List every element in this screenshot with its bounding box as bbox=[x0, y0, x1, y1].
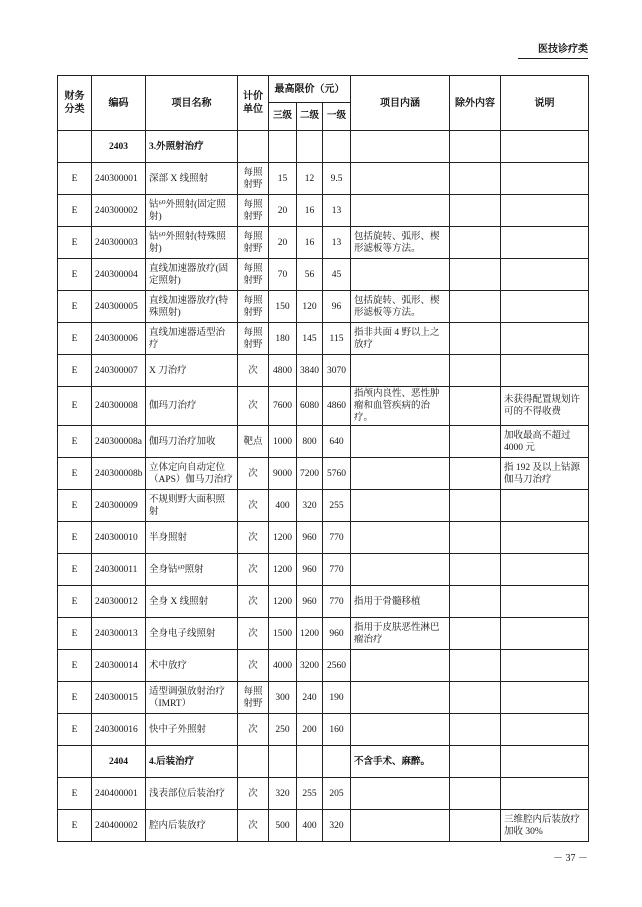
item-p2: 320 bbox=[297, 490, 323, 522]
item-name: 术中放疗 bbox=[146, 650, 238, 682]
item-unit: 次 bbox=[238, 355, 269, 387]
item-excluded bbox=[450, 682, 501, 714]
item-fin: E bbox=[58, 291, 92, 323]
table-header bbox=[58, 76, 589, 131]
item-content bbox=[351, 714, 450, 746]
item-code: 240300012 bbox=[92, 586, 146, 618]
table-row bbox=[58, 291, 589, 323]
item-p1: 160 bbox=[323, 714, 351, 746]
item-code: 240300009 bbox=[92, 490, 146, 522]
page-number: － 37 － bbox=[553, 853, 588, 864]
section-name: 4.后装治疗 bbox=[146, 746, 238, 778]
item-note bbox=[501, 163, 589, 195]
item-fin: E bbox=[58, 522, 92, 554]
section-excluded bbox=[450, 746, 501, 778]
item-note bbox=[501, 291, 589, 323]
item-unit: 次 bbox=[238, 778, 269, 810]
item-p3: 1000 bbox=[269, 426, 297, 458]
item-p2: 960 bbox=[297, 586, 323, 618]
item-unit: 每照射野 bbox=[238, 227, 269, 259]
item-code: 240300004 bbox=[92, 259, 146, 291]
item-name: 全身钴⁶⁰照射 bbox=[146, 554, 238, 586]
item-content bbox=[351, 810, 450, 842]
header-excluded: 除外内容 bbox=[450, 76, 501, 131]
item-p1: 2560 bbox=[323, 650, 351, 682]
item-content bbox=[351, 522, 450, 554]
item-excluded bbox=[450, 778, 501, 810]
item-p2: 12 bbox=[297, 163, 323, 195]
item-note bbox=[501, 323, 589, 355]
section-name: 3.外照射治疗 bbox=[146, 131, 238, 163]
item-p3: 320 bbox=[269, 778, 297, 810]
item-p3: 20 bbox=[269, 195, 297, 227]
item-p3: 150 bbox=[269, 291, 297, 323]
table-row bbox=[58, 650, 589, 682]
item-unit: 次 bbox=[238, 522, 269, 554]
item-fin: E bbox=[58, 682, 92, 714]
item-note bbox=[501, 618, 589, 650]
item-code: 240300008 bbox=[92, 387, 146, 426]
item-p2: 960 bbox=[297, 522, 323, 554]
item-p2: 120 bbox=[297, 291, 323, 323]
item-p3: 180 bbox=[269, 323, 297, 355]
item-p1: 255 bbox=[323, 490, 351, 522]
item-p2: 200 bbox=[297, 714, 323, 746]
table-row bbox=[58, 778, 589, 810]
item-note bbox=[501, 554, 589, 586]
item-code: 240300014 bbox=[92, 650, 146, 682]
item-name: 半身照射 bbox=[146, 522, 238, 554]
item-excluded bbox=[450, 554, 501, 586]
item-excluded bbox=[450, 323, 501, 355]
item-content: 指颅内良性、恶性肿瘤和血管疾病的治疗。 bbox=[351, 387, 450, 426]
item-excluded bbox=[450, 227, 501, 259]
item-fin: E bbox=[58, 458, 92, 490]
item-fin: E bbox=[58, 323, 92, 355]
item-p3: 20 bbox=[269, 227, 297, 259]
table-row bbox=[58, 163, 589, 195]
item-fin: E bbox=[58, 426, 92, 458]
item-excluded bbox=[450, 650, 501, 682]
table-row bbox=[58, 714, 589, 746]
item-name: 全身 X 线照射 bbox=[146, 586, 238, 618]
item-p1: 770 bbox=[323, 522, 351, 554]
header-unit: 计价单位 bbox=[238, 76, 269, 131]
section-fin bbox=[58, 746, 92, 778]
section-row bbox=[58, 131, 589, 163]
table-row bbox=[58, 426, 589, 458]
item-excluded bbox=[450, 426, 501, 458]
item-fin: E bbox=[58, 227, 92, 259]
item-p3: 70 bbox=[269, 259, 297, 291]
item-name: 直线加速器放疗(固定照射) bbox=[146, 259, 238, 291]
item-p1: 13 bbox=[323, 227, 351, 259]
item-p2: 145 bbox=[297, 323, 323, 355]
item-code: 240300005 bbox=[92, 291, 146, 323]
item-p2: 16 bbox=[297, 195, 323, 227]
item-content bbox=[351, 778, 450, 810]
item-excluded bbox=[450, 163, 501, 195]
item-p1: 13 bbox=[323, 195, 351, 227]
item-excluded bbox=[450, 355, 501, 387]
header-price: 最高限价（元） bbox=[269, 76, 351, 103]
table-row bbox=[58, 522, 589, 554]
page-header: 医技诊疗类 bbox=[518, 43, 588, 59]
item-excluded bbox=[450, 586, 501, 618]
item-note bbox=[501, 778, 589, 810]
item-p2: 800 bbox=[297, 426, 323, 458]
item-note bbox=[501, 355, 589, 387]
header-price-level3: 三级 bbox=[269, 103, 297, 131]
header-note: 说明 bbox=[501, 76, 589, 131]
item-code: 240300011 bbox=[92, 554, 146, 586]
item-p1: 770 bbox=[323, 554, 351, 586]
item-code: 240300010 bbox=[92, 522, 146, 554]
item-fin: E bbox=[58, 195, 92, 227]
item-content bbox=[351, 195, 450, 227]
item-unit: 次 bbox=[238, 490, 269, 522]
item-p2: 7200 bbox=[297, 458, 323, 490]
item-name: X 刀治疗 bbox=[146, 355, 238, 387]
item-unit: 次 bbox=[238, 650, 269, 682]
item-code: 240300015 bbox=[92, 682, 146, 714]
table-row bbox=[58, 618, 589, 650]
item-excluded bbox=[450, 810, 501, 842]
item-unit: 次 bbox=[238, 387, 269, 426]
section-code: 2404 bbox=[92, 746, 146, 778]
item-unit: 次 bbox=[238, 554, 269, 586]
item-code: 240300006 bbox=[92, 323, 146, 355]
item-code: 240300016 bbox=[92, 714, 146, 746]
item-p1: 4860 bbox=[323, 387, 351, 426]
item-p2: 960 bbox=[297, 554, 323, 586]
item-p2: 56 bbox=[297, 259, 323, 291]
item-p2: 3840 bbox=[297, 355, 323, 387]
item-p1: 770 bbox=[323, 586, 351, 618]
item-fin: E bbox=[58, 163, 92, 195]
item-fin: E bbox=[58, 554, 92, 586]
item-name: 全身电子线照射 bbox=[146, 618, 238, 650]
item-p1: 9.5 bbox=[323, 163, 351, 195]
item-p1: 190 bbox=[323, 682, 351, 714]
item-unit: 次 bbox=[238, 810, 269, 842]
item-p1: 115 bbox=[323, 323, 351, 355]
header-fin: 财务分类 bbox=[58, 76, 92, 131]
item-unit: 次 bbox=[238, 714, 269, 746]
item-content bbox=[351, 650, 450, 682]
item-excluded bbox=[450, 458, 501, 490]
item-unit: 次 bbox=[238, 458, 269, 490]
table-row bbox=[58, 195, 589, 227]
header-code: 编码 bbox=[92, 76, 146, 131]
item-note: 三维腔内后装放疗加收 30% bbox=[501, 810, 589, 842]
item-p3: 400 bbox=[269, 490, 297, 522]
item-code: 240400001 bbox=[92, 778, 146, 810]
table-row bbox=[58, 387, 589, 426]
item-note: 指 192 及以上钴源伽马刀治疗 bbox=[501, 458, 589, 490]
item-excluded bbox=[450, 195, 501, 227]
item-code: 240300013 bbox=[92, 618, 146, 650]
item-p3: 1200 bbox=[269, 586, 297, 618]
item-p3: 1200 bbox=[269, 554, 297, 586]
table-row bbox=[58, 490, 589, 522]
item-name: 钴⁶⁰外照射(固定照射) bbox=[146, 195, 238, 227]
item-code: 240300002 bbox=[92, 195, 146, 227]
item-name: 伽玛刀治疗 bbox=[146, 387, 238, 426]
item-excluded bbox=[450, 291, 501, 323]
item-note bbox=[501, 227, 589, 259]
item-p3: 300 bbox=[269, 682, 297, 714]
section-p3 bbox=[269, 746, 297, 778]
item-excluded bbox=[450, 618, 501, 650]
table-body bbox=[58, 131, 589, 842]
item-p2: 255 bbox=[297, 778, 323, 810]
item-p1: 640 bbox=[323, 426, 351, 458]
table-row bbox=[58, 259, 589, 291]
item-note: 加收最高不超过 4000 元 bbox=[501, 426, 589, 458]
item-name: 直线加速器适型治疗 bbox=[146, 323, 238, 355]
item-p1: 205 bbox=[323, 778, 351, 810]
item-excluded bbox=[450, 490, 501, 522]
item-name: 适型调强放射治疗（IMRT） bbox=[146, 682, 238, 714]
item-name: 腔内后装放疗 bbox=[146, 810, 238, 842]
item-name: 伽玛刀治疗加收 bbox=[146, 426, 238, 458]
item-name: 浅表部位后装治疗 bbox=[146, 778, 238, 810]
item-p3: 4800 bbox=[269, 355, 297, 387]
item-p1: 320 bbox=[323, 810, 351, 842]
item-code: 240300003 bbox=[92, 227, 146, 259]
item-content bbox=[351, 554, 450, 586]
item-fin: E bbox=[58, 778, 92, 810]
item-excluded bbox=[450, 259, 501, 291]
item-unit: 每照射野 bbox=[238, 682, 269, 714]
item-excluded bbox=[450, 522, 501, 554]
item-fin: E bbox=[58, 355, 92, 387]
item-unit: 每照射野 bbox=[238, 323, 269, 355]
item-content bbox=[351, 355, 450, 387]
section-fin bbox=[58, 131, 92, 163]
item-code: 240300001 bbox=[92, 163, 146, 195]
item-content: 指用于骨髓移植 bbox=[351, 586, 450, 618]
item-excluded bbox=[450, 714, 501, 746]
item-p2: 400 bbox=[297, 810, 323, 842]
item-content bbox=[351, 259, 450, 291]
item-code: 240400002 bbox=[92, 810, 146, 842]
item-note bbox=[501, 490, 589, 522]
item-content: 指用于皮肤恶性淋巴瘤治疗 bbox=[351, 618, 450, 650]
header-price-level2: 二级 bbox=[297, 103, 323, 131]
header-row-top bbox=[58, 76, 589, 103]
item-code: 240300008b bbox=[92, 458, 146, 490]
item-fin: E bbox=[58, 490, 92, 522]
section-note bbox=[501, 131, 589, 163]
item-p1: 5760 bbox=[323, 458, 351, 490]
price-table bbox=[57, 75, 589, 842]
item-unit: 靶点 bbox=[238, 426, 269, 458]
section-p1 bbox=[323, 746, 351, 778]
item-p2: 240 bbox=[297, 682, 323, 714]
item-p3: 4000 bbox=[269, 650, 297, 682]
item-p3: 1500 bbox=[269, 618, 297, 650]
item-fin: E bbox=[58, 650, 92, 682]
section-unit bbox=[238, 746, 269, 778]
item-content: 包括旋转、弧形、楔形滤板等方法。 bbox=[351, 227, 450, 259]
item-name: 钴⁶⁰外照射(特殊照射) bbox=[146, 227, 238, 259]
item-p3: 9000 bbox=[269, 458, 297, 490]
item-note bbox=[501, 586, 589, 618]
item-unit: 每照射野 bbox=[238, 163, 269, 195]
section-unit bbox=[238, 131, 269, 163]
item-content: 指非共面 4 野以上之放疗 bbox=[351, 323, 450, 355]
item-name: 立体定向自动定位（APS）伽马刀治疗 bbox=[146, 458, 238, 490]
table-row bbox=[58, 323, 589, 355]
item-excluded bbox=[450, 387, 501, 426]
item-content bbox=[351, 682, 450, 714]
item-p2: 6080 bbox=[297, 387, 323, 426]
item-name: 快中子外照射 bbox=[146, 714, 238, 746]
item-p3: 1200 bbox=[269, 522, 297, 554]
item-unit: 次 bbox=[238, 586, 269, 618]
item-p2: 3200 bbox=[297, 650, 323, 682]
table-row bbox=[58, 355, 589, 387]
table-row bbox=[58, 586, 589, 618]
section-content bbox=[351, 131, 450, 163]
item-p1: 960 bbox=[323, 618, 351, 650]
section-p1 bbox=[323, 131, 351, 163]
item-name: 不规则野大面积照射 bbox=[146, 490, 238, 522]
item-code: 240300008a bbox=[92, 426, 146, 458]
item-unit: 每照射野 bbox=[238, 291, 269, 323]
item-note bbox=[501, 259, 589, 291]
item-p1: 3070 bbox=[323, 355, 351, 387]
table-row bbox=[58, 227, 589, 259]
item-note bbox=[501, 522, 589, 554]
item-fin: E bbox=[58, 714, 92, 746]
section-row bbox=[58, 746, 589, 778]
item-note: 未获得配置规划许可的不得收费 bbox=[501, 387, 589, 426]
item-unit: 次 bbox=[238, 618, 269, 650]
item-note bbox=[501, 682, 589, 714]
item-code: 240300007 bbox=[92, 355, 146, 387]
header-price-level1: 一级 bbox=[323, 103, 351, 131]
item-p2: 16 bbox=[297, 227, 323, 259]
item-note bbox=[501, 714, 589, 746]
item-p2: 1200 bbox=[297, 618, 323, 650]
header-content: 项目内涵 bbox=[351, 76, 450, 131]
item-p1: 96 bbox=[323, 291, 351, 323]
item-fin: E bbox=[58, 259, 92, 291]
item-p3: 7600 bbox=[269, 387, 297, 426]
item-name: 直线加速器放疗(特殊照射) bbox=[146, 291, 238, 323]
table-row bbox=[58, 810, 589, 842]
item-fin: E bbox=[58, 810, 92, 842]
item-note bbox=[501, 195, 589, 227]
item-fin: E bbox=[58, 618, 92, 650]
item-content bbox=[351, 163, 450, 195]
section-content: 不含手术、麻醉。 bbox=[351, 746, 450, 778]
item-fin: E bbox=[58, 586, 92, 618]
section-p2 bbox=[297, 746, 323, 778]
item-content: 包括旋转、弧形、楔形滤板等方法。 bbox=[351, 291, 450, 323]
table-row bbox=[58, 682, 589, 714]
item-fin: E bbox=[58, 387, 92, 426]
item-p1: 45 bbox=[323, 259, 351, 291]
item-content bbox=[351, 458, 450, 490]
section-p3 bbox=[269, 131, 297, 163]
section-excluded bbox=[450, 131, 501, 163]
section-p2 bbox=[297, 131, 323, 163]
item-name: 深部 X 线照射 bbox=[146, 163, 238, 195]
item-unit: 每照射野 bbox=[238, 195, 269, 227]
item-unit: 每照射野 bbox=[238, 259, 269, 291]
header-name: 项目名称 bbox=[146, 76, 238, 131]
item-p3: 15 bbox=[269, 163, 297, 195]
section-code: 2403 bbox=[92, 131, 146, 163]
item-p3: 500 bbox=[269, 810, 297, 842]
item-content bbox=[351, 426, 450, 458]
item-note bbox=[501, 650, 589, 682]
section-note bbox=[501, 746, 589, 778]
item-p3: 250 bbox=[269, 714, 297, 746]
table-row bbox=[58, 554, 589, 586]
item-content bbox=[351, 490, 450, 522]
table-row bbox=[58, 458, 589, 490]
